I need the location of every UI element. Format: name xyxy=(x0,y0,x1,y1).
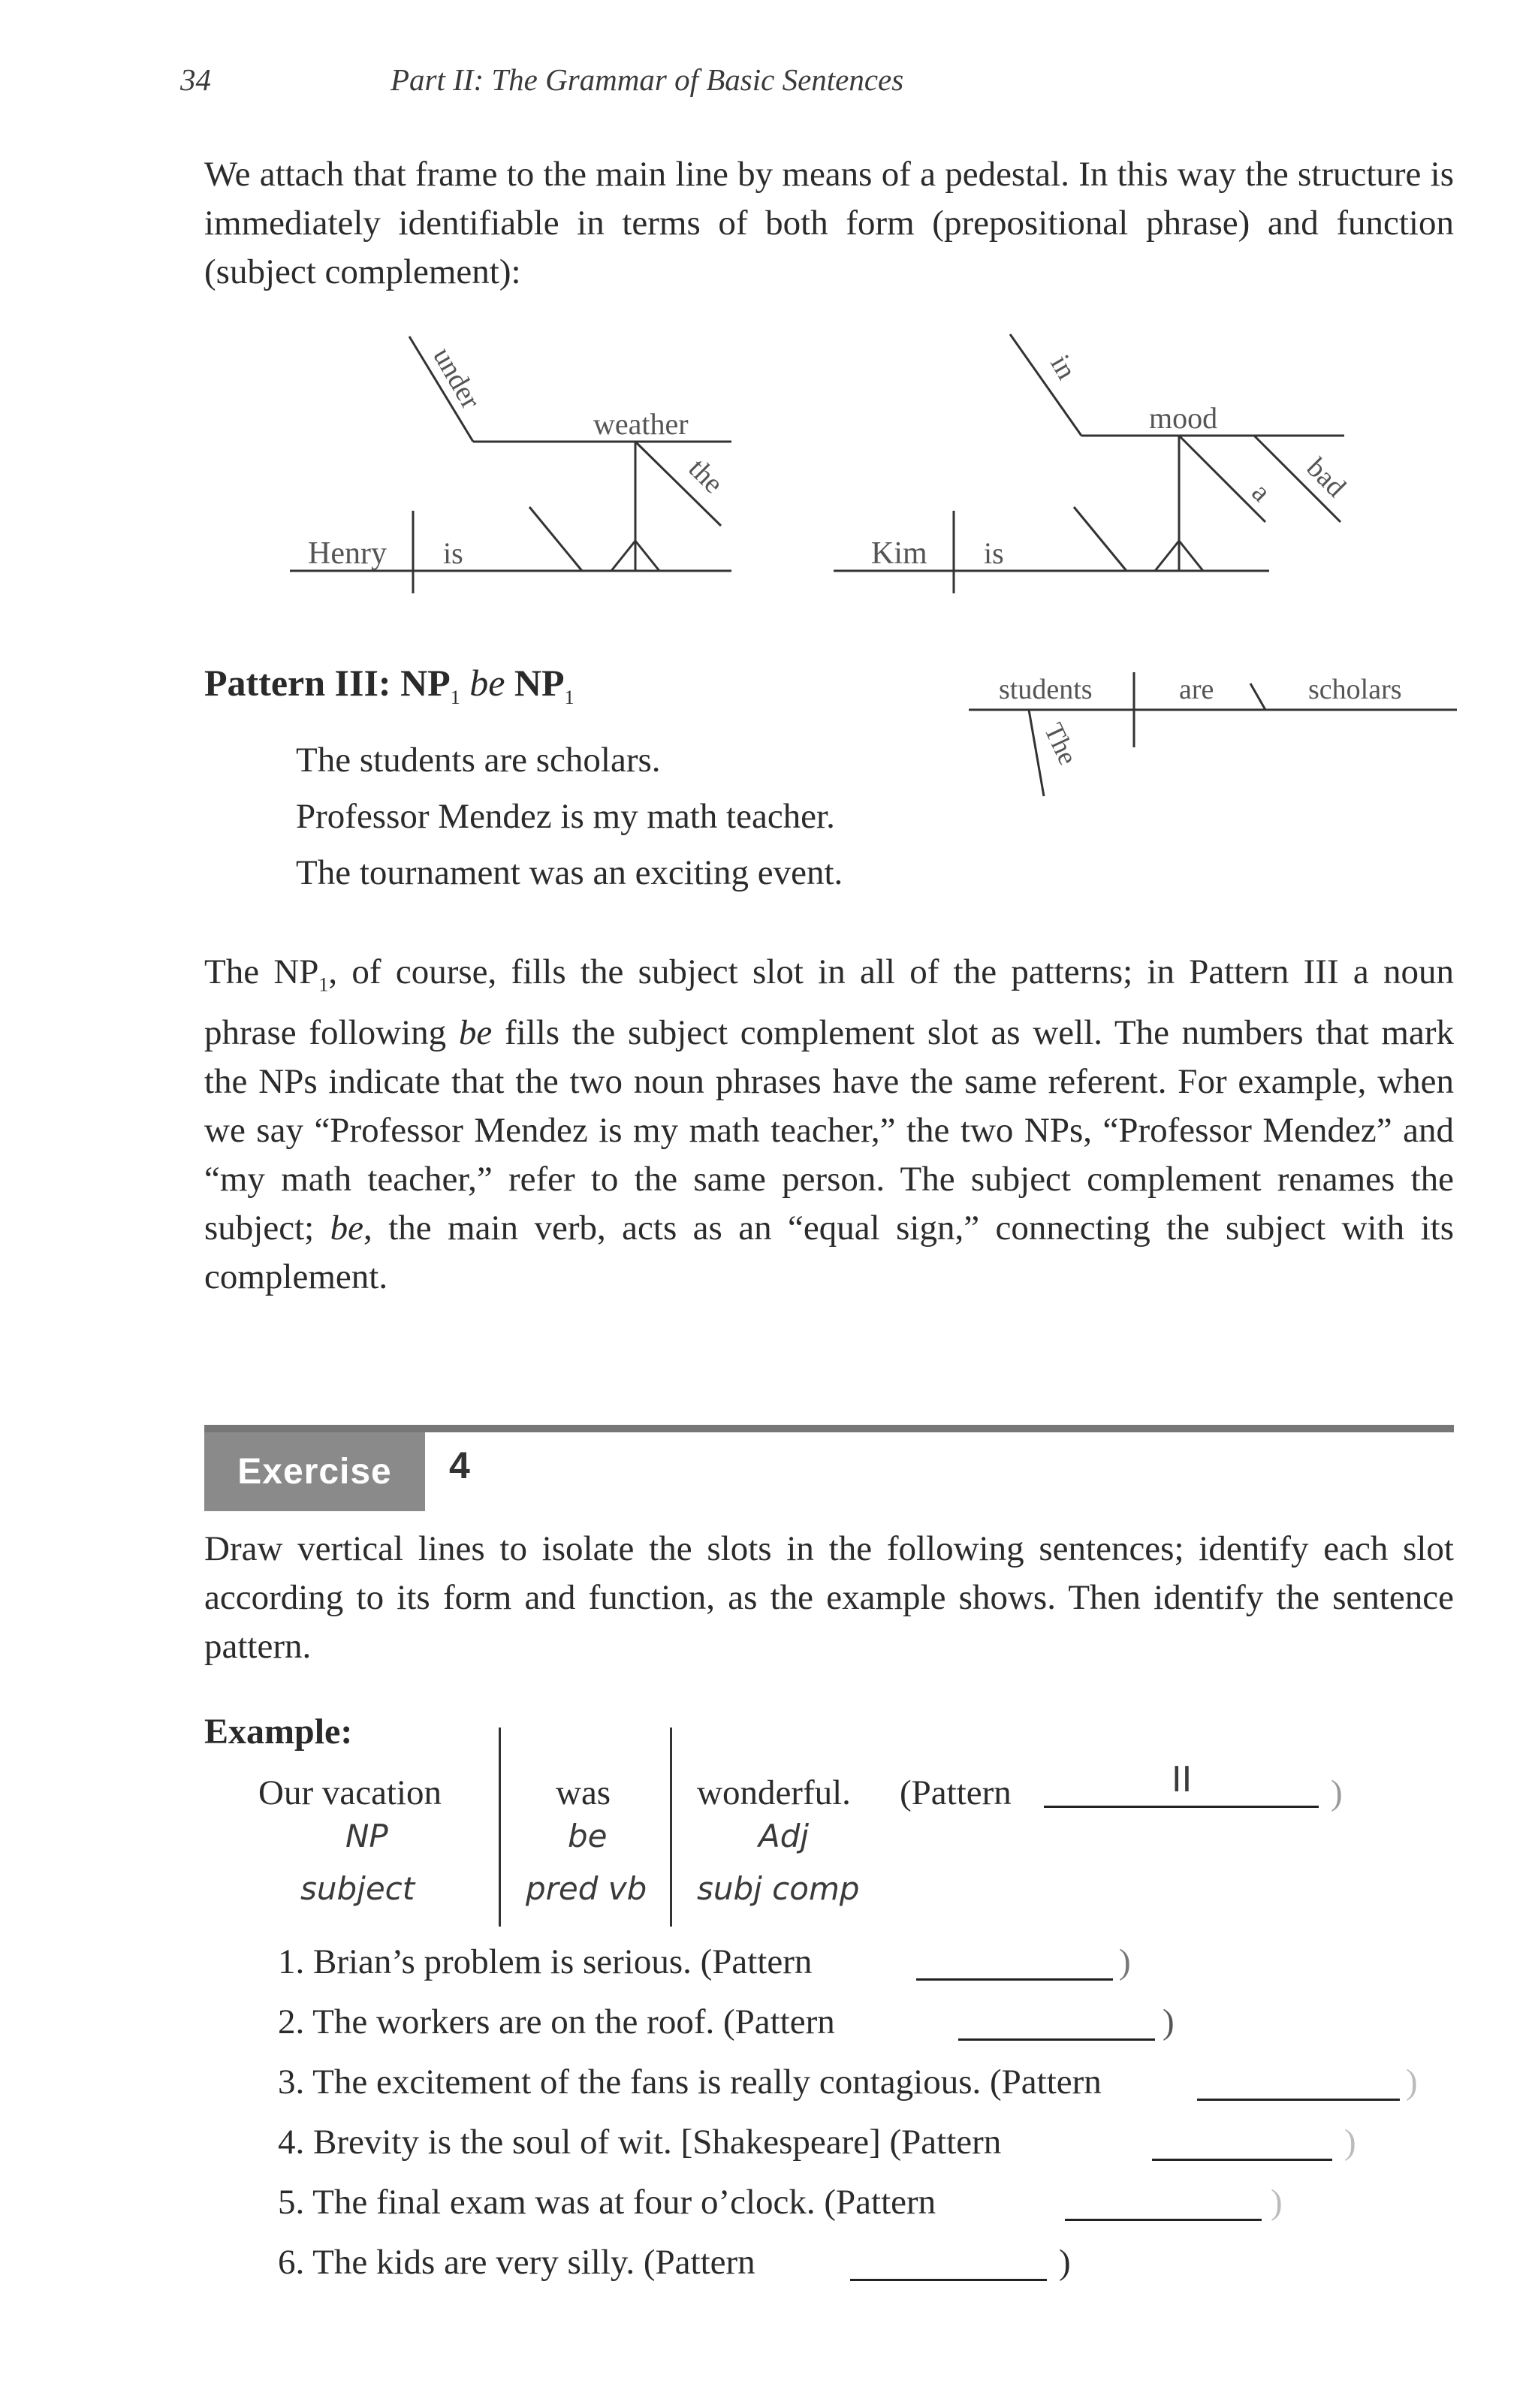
word-the: the xyxy=(682,452,730,500)
word-a: a xyxy=(1245,476,1277,508)
example-pattern-open: (Pattern xyxy=(900,1773,1012,1812)
pattern-example-2: Professor Mendez is my math teacher. xyxy=(296,797,835,836)
item-close-6: ) xyxy=(1059,2243,1071,2282)
word-students: students xyxy=(999,674,1093,705)
example-pattern-close: ) xyxy=(1331,1773,1343,1812)
explanation-paragraph: The $NP_1$, of course, fills the subject slot in all of the patterns; in Pattern III a noun phrase following be fills the subject complement slot as well. The numbers that mark the NPs indicate that the two noun phrases have the same referent. For example, when we say “Professor Mendez is my math teacher,” the two NPs, “Professor Mendez” and “my math teacher,” refer to the same person. The subject complement renames the subject; be, the main verb, acts as an “equal sign,” connecting the subject with its complement. xyxy=(204,952,1454,1297)
word-is: is xyxy=(443,536,463,570)
word-henry: Henry xyxy=(308,536,387,571)
exercise-item: 5. The final exam was at four o’clock. (Pattern xyxy=(278,2183,936,2222)
exercise-item: 3. The excitement of the fans is really contagious. (Pattern xyxy=(278,2062,1102,2102)
pedestal-right xyxy=(635,541,659,571)
item-close-3: ) xyxy=(1406,2062,1418,2102)
example-word-3: wonderful. xyxy=(697,1773,851,1812)
complement-slash xyxy=(1250,683,1265,710)
word-mood: mood xyxy=(1149,401,1218,435)
example-function-2: pred vb xyxy=(526,1870,647,1907)
word-bad: bad xyxy=(1300,451,1353,504)
example-form-3: Adj xyxy=(758,1818,810,1854)
pattern-iii-heading: Pattern III: $NP_1$ be $NP_1$ xyxy=(204,662,574,708)
example-function-3: subj comp xyxy=(697,1870,860,1907)
word-the: The xyxy=(1038,718,1084,770)
exercise-rule xyxy=(204,1425,1454,1432)
example-form-1: NP xyxy=(345,1818,388,1854)
exercise-item: 4. Brevity is the soul of wit. [Shakespeare] (Pattern xyxy=(278,2123,1002,2162)
running-title: Part II: The Grammar of Basic Sentences xyxy=(391,62,904,97)
word-in: in xyxy=(1044,349,1083,385)
sentence-diagram-henry xyxy=(285,323,736,608)
word-are: are xyxy=(1179,674,1214,705)
example-label: Example: xyxy=(204,1712,353,1752)
example-divider-2 xyxy=(670,1728,672,1927)
word-weather: weather xyxy=(593,407,689,441)
exercise-number: 4 xyxy=(449,1444,470,1486)
pattern-example-3: The tournament was an exciting event. xyxy=(296,853,843,892)
answer-blank-6[interactable] xyxy=(850,2279,1047,2281)
exercise-item: 6. The kids are very silly. (Pattern xyxy=(278,2243,755,2282)
item-close-5: ) xyxy=(1271,2183,1283,2222)
pattern-example-1: The students are scholars. xyxy=(296,741,661,780)
answer-blank-1[interactable] xyxy=(916,1978,1113,1981)
complement-slash xyxy=(1074,507,1126,571)
modifier-line xyxy=(1029,710,1044,796)
item-close-1: ) xyxy=(1119,1942,1131,1981)
page-number: 34 xyxy=(180,62,211,97)
word-under: under xyxy=(427,342,487,415)
exercise-item: 1. Brian’s problem is serious. (Pattern xyxy=(278,1942,813,1981)
example-function-1: subject xyxy=(300,1870,415,1907)
example-pattern-answer: II xyxy=(1172,1759,1193,1800)
exercise-item: 2. The workers are on the roof. (Pattern xyxy=(278,2002,835,2041)
exercise-badge: Exercise xyxy=(204,1432,425,1511)
word-kim: Kim xyxy=(871,536,927,571)
example-form-2: be xyxy=(568,1818,608,1854)
word-scholars: scholars xyxy=(1308,674,1402,705)
pedestal-left xyxy=(1155,541,1179,571)
intro-paragraph: We attach that frame to the main line by means of a pedestal. In this way the structure is immediately identifiable in terms of both form (prepositional phrase) and function (subject complement): xyxy=(204,155,1454,291)
complement-slash xyxy=(529,507,582,571)
item-close-4: ) xyxy=(1344,2123,1356,2162)
modifier-line-a xyxy=(1179,436,1265,522)
example-word-2: was xyxy=(556,1773,611,1812)
word-is: is xyxy=(984,536,1004,570)
item-close-2: ) xyxy=(1163,2002,1175,2041)
example-divider-1 xyxy=(499,1728,501,1927)
pedestal-right xyxy=(1179,541,1203,571)
example-pattern-blank xyxy=(1044,1806,1319,1808)
pedestal-left xyxy=(611,541,635,571)
exercise-instructions: Draw vertical lines to isolate the slots in the following sentences; identify each slot according to its form and function, as the example shows. Then identify the sentence pattern. xyxy=(204,1529,1454,1666)
sentence-diagram-students xyxy=(969,653,1464,804)
answer-blank-4[interactable] xyxy=(1152,2159,1332,2161)
example-word-1: Our vacation xyxy=(258,1773,442,1812)
sentence-diagram-kim xyxy=(826,323,1352,608)
answer-blank-5[interactable] xyxy=(1065,2219,1262,2221)
answer-blank-2[interactable] xyxy=(958,2038,1155,2041)
answer-blank-3[interactable] xyxy=(1197,2099,1400,2101)
